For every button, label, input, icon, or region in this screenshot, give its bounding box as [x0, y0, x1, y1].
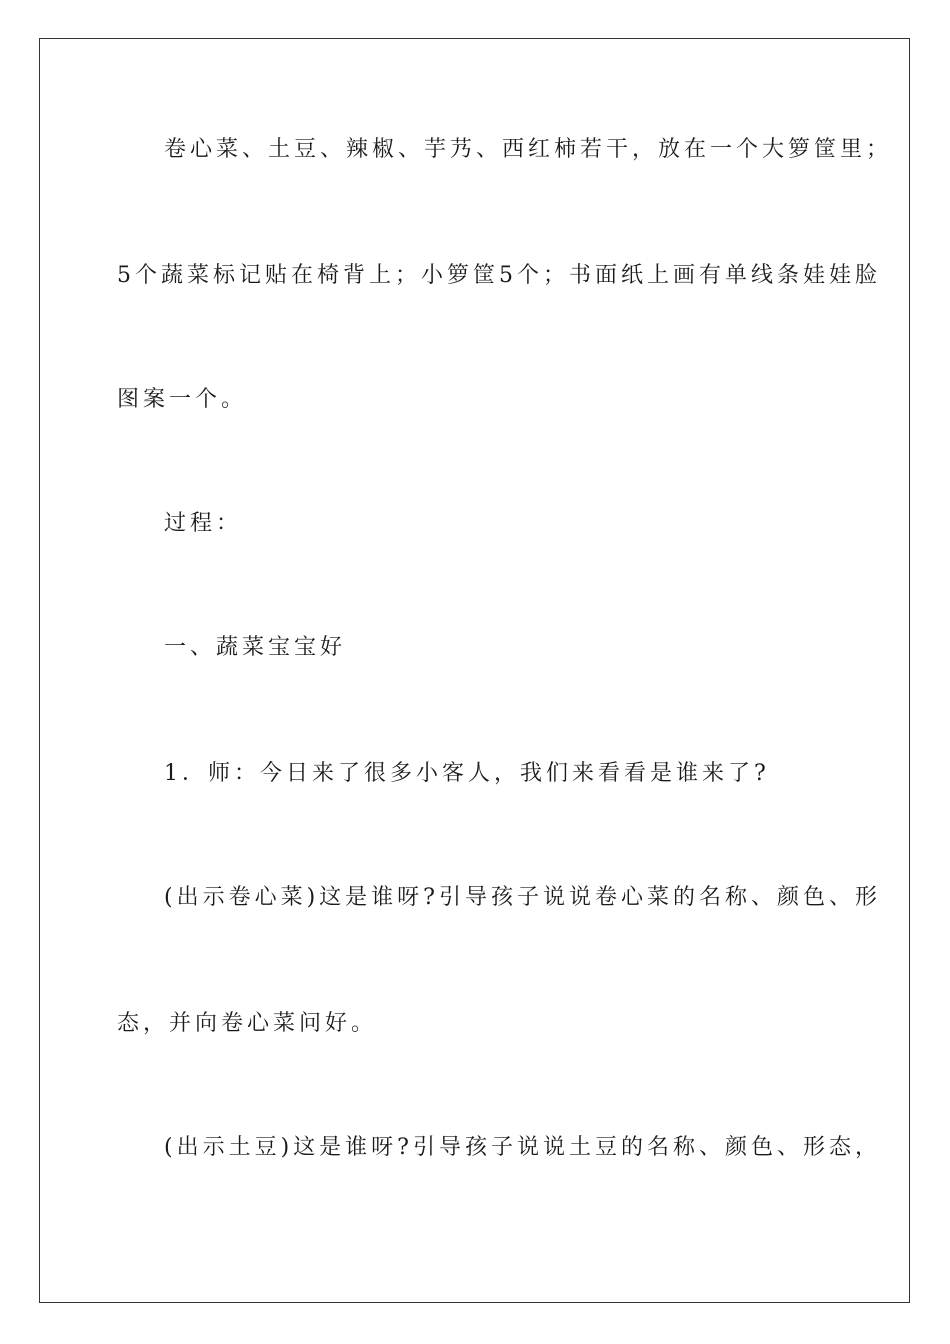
section-heading-part-one: 一、蔬菜宝宝好 — [164, 635, 347, 660]
section-heading-process: 过程： — [164, 511, 243, 536]
paragraph-line-materials-1: 卷心菜、土豆、辣椒、芋艿、西红柿若干，放在一个大箩筐里； — [164, 137, 893, 162]
paragraph-line-step-1: 1．师：今日来了很多小客人，我们来看看是谁来了? — [164, 761, 770, 786]
paragraph-line-materials-3: 图案一个。 — [117, 387, 248, 412]
paragraph-line-cabbage-2: 态，并向卷心菜问好。 — [117, 1011, 378, 1036]
page-border — [39, 38, 910, 1303]
paragraph-line-materials-2: 5个蔬菜标记贴在椅背上；小箩筐5个；书面纸上画有单线条娃娃脸 — [117, 263, 881, 288]
paragraph-line-potato-1: (出示土豆)这是谁呀?引导孩子说说土豆的名称、颜色、形态， — [164, 1135, 881, 1160]
paragraph-line-cabbage-1: (出示卷心菜)这是谁呀?引导孩子说说卷心菜的名称、颜色、形 — [164, 885, 881, 910]
